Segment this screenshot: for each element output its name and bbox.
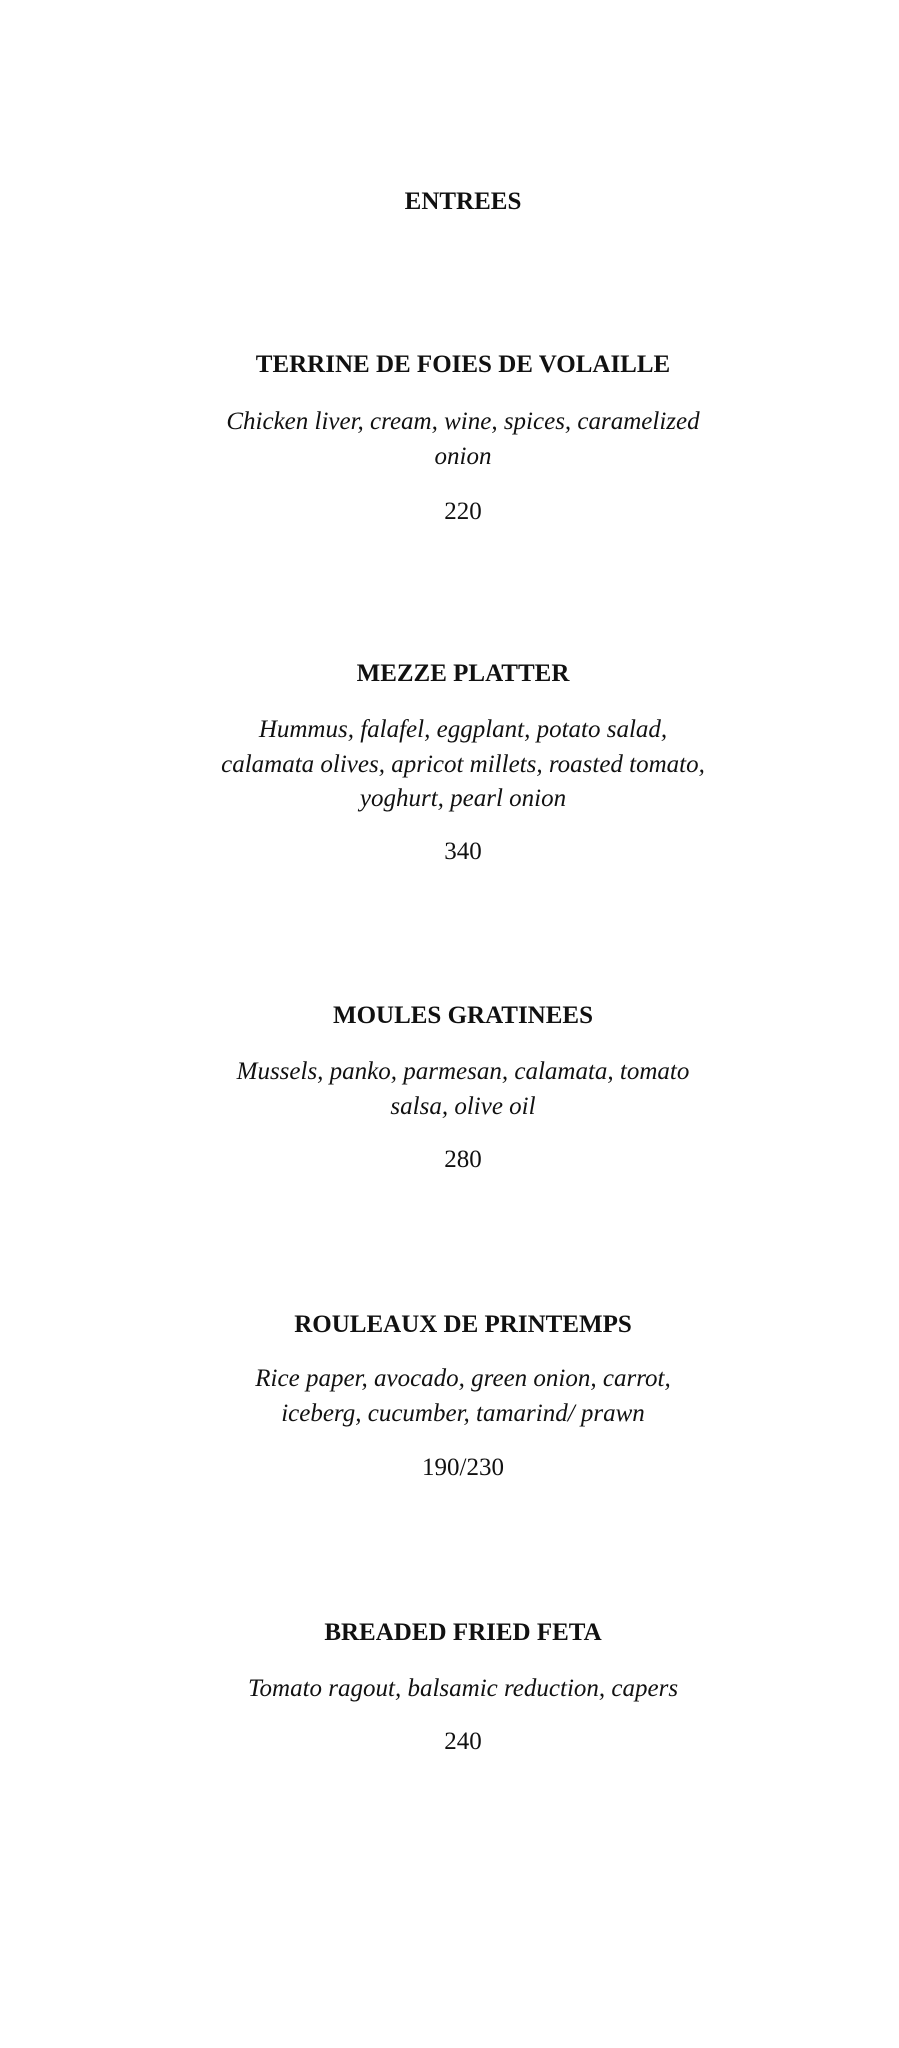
- description-line: Tomato ragout, balsamic reduction, capers: [247, 1675, 679, 1702]
- description-line: salsa, olive oil: [390, 1092, 536, 1120]
- description-line: Mussels, panko, parmesan, calamata, tomato: [236, 1058, 690, 1085]
- item-name: TERRINE DE FOIES DE VOLAILLE: [255, 351, 671, 378]
- section-heading: ENTREES: [404, 188, 522, 215]
- description-line: onion: [434, 442, 492, 470]
- item-name: MEZZE PLATTER: [356, 660, 570, 687]
- item-description: [163, 713, 763, 817]
- item-name: ROULEAUX DE PRINTEMPS: [294, 1311, 632, 1338]
- item-name: MOULES GRATINEES: [332, 1002, 593, 1029]
- item-description: [163, 1055, 763, 1124]
- description-line: iceberg, cucumber, tamarind/ prawn: [281, 1399, 645, 1427]
- description-line: Rice paper, avocado, green onion, carrot,: [255, 1365, 671, 1392]
- item-name: BREADED FRIED FETA: [324, 1619, 602, 1646]
- description-line: Hummus, falafel, eggplant, potato salad,: [258, 716, 668, 743]
- item-description: [163, 405, 763, 474]
- item-price: 240: [444, 1728, 482, 1755]
- description-line: Chicken liver, cream, wine, spices, caramelized: [226, 408, 700, 435]
- item-price: 280: [444, 1146, 482, 1173]
- description-line: calamata olives, apricot millets, roasted tomato,: [221, 750, 705, 778]
- description-line: yoghurt, pearl onion: [359, 785, 567, 812]
- item-price: 190/230: [422, 1454, 504, 1481]
- item-description: [163, 1362, 763, 1431]
- item-price: 340: [444, 838, 482, 865]
- item-description: [163, 1672, 763, 1707]
- item-price: 220: [444, 498, 482, 525]
